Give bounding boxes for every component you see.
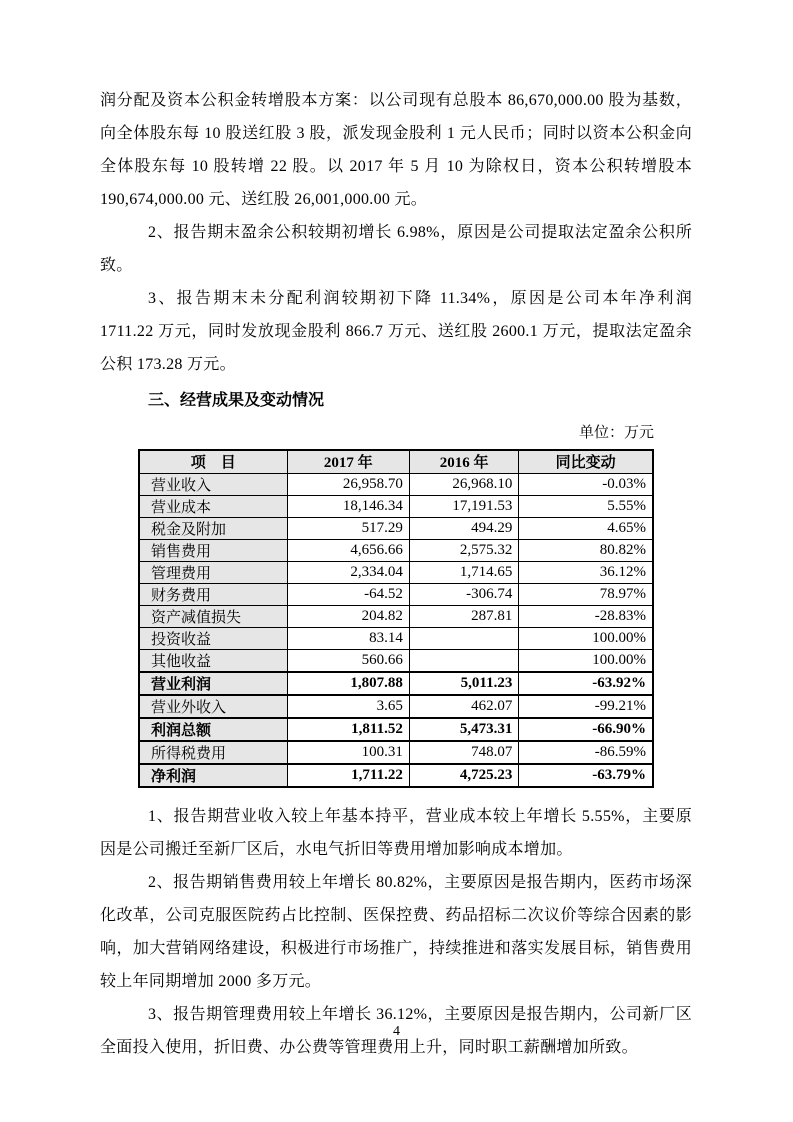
cell-item: 利润总额 — [139, 718, 287, 741]
cell-item: 所得税费用 — [139, 741, 287, 764]
financial-table — [138, 449, 654, 788]
table-row — [139, 672, 653, 695]
cell-item: 投资收益 — [139, 627, 287, 649]
cell-2017: -64.52 — [287, 583, 409, 605]
cell-2017: 3.65 — [287, 695, 409, 718]
cell-item: 营业外收入 — [139, 695, 287, 718]
cell-item: 净利润 — [139, 764, 287, 787]
cell-item: 管理费用 — [139, 561, 287, 583]
cell-2017: 1,811.52 — [287, 718, 409, 741]
cell-2016: 287.81 — [409, 605, 518, 627]
table-header-2017: 2017 年 — [287, 450, 409, 473]
cell-change: -86.59% — [519, 741, 653, 764]
cell-2016: 5,473.31 — [409, 718, 518, 741]
cell-item: 资产减值损失 — [139, 605, 287, 627]
cell-2016: 5,011.23 — [409, 672, 518, 695]
cell-2016 — [409, 627, 518, 649]
table-row — [139, 764, 653, 787]
cell-change: 36.12% — [519, 561, 653, 583]
cell-2016 — [409, 649, 518, 672]
paragraph: 3、报告期末未分配利润较期初下降 11.34%，原因是公司本年净利润 1711.22 万元，同时发放现金股利 866.7 万元、送红股 2600.1 万元，提取法定盈余公积 173.28 万元。 — [100, 290, 692, 373]
paragraph: 1、报告期营业收入较上年基本持平，营业成本较上年增长 5.55%，主要原因是公司搬迁至新厂区后，水电气折旧等费用增加影响成本增加。 — [100, 807, 692, 858]
cell-change: 4.65% — [519, 517, 653, 539]
table-body — [139, 473, 653, 787]
table-row — [139, 539, 653, 561]
paragraph: 2、报告期销售费用较上年增长 80.82%，主要原因是报告期内，医药市场深化改革，公司克服医院药占比控制、医保控费、药品招标二次议价等综合因素的影响，加大营销网络建设，积极进行市场推广，持续推进和落实发展目标，销售费用较上年同期增加 2000 多万元。 — [100, 873, 692, 990]
page-content — [100, 84, 692, 1064]
cell-item: 营业收入 — [139, 473, 287, 495]
table-row — [139, 649, 653, 672]
top-paragraphs — [100, 84, 692, 381]
cell-change: -66.90% — [519, 718, 653, 741]
cell-change: 100.00% — [519, 627, 653, 649]
paragraph: 2、报告期末盈余公积较期初增长 6.98%，原因是公司提取法定盈余公积所致。 — [100, 224, 692, 274]
cell-2017: 517.29 — [287, 517, 409, 539]
cell-2016: -306.74 — [409, 583, 518, 605]
table-row — [139, 473, 653, 495]
table-row — [139, 605, 653, 627]
cell-change: -99.21% — [519, 695, 653, 718]
cell-change: -0.03% — [519, 473, 653, 495]
cell-2016: 26,968.10 — [409, 473, 518, 495]
cell-2017: 26,958.70 — [287, 473, 409, 495]
cell-2017: 560.66 — [287, 649, 409, 672]
paragraph: 润分配及资本公积金转增股本方案：以公司现有总股本 86,670,000.00 股为基数，向全体股东每 10 股送红股 3 股，派发现金股利 1 元人民币；同时以资本公积金向全体股东每 10 股转增 22 股。以 2017 年 5 月 10 为除权日，资本公积转增股本 190,674,000.00 元、送红股 26,001,000.00 元。 — [100, 92, 692, 208]
table-row — [139, 495, 653, 517]
cell-2017: 4,656.66 — [287, 539, 409, 561]
cell-2017: 83.14 — [287, 627, 409, 649]
cell-2017: 1,807.88 — [287, 672, 409, 695]
cell-2016: 1,714.65 — [409, 561, 518, 583]
table-row — [139, 561, 653, 583]
cell-2016: 2,575.32 — [409, 539, 518, 561]
table-header-2016: 2016 年 — [409, 450, 518, 473]
table-row — [139, 695, 653, 718]
cell-change: 100.00% — [519, 649, 653, 672]
cell-2017: 2,334.04 — [287, 561, 409, 583]
cell-change: 78.97% — [519, 583, 653, 605]
cell-2017: 1,711.22 — [287, 764, 409, 787]
cell-2016: 494.29 — [409, 517, 518, 539]
cell-2016: 4,725.23 — [409, 764, 518, 787]
table-header-row — [139, 450, 653, 473]
cell-2017: 204.82 — [287, 605, 409, 627]
cell-change: -28.83% — [519, 605, 653, 627]
cell-item: 财务费用 — [139, 583, 287, 605]
cell-item: 营业成本 — [139, 495, 287, 517]
cell-change: -63.79% — [519, 764, 653, 787]
cell-change: 80.82% — [519, 539, 653, 561]
cell-2016: 748.07 — [409, 741, 518, 764]
cell-2017: 100.31 — [287, 741, 409, 764]
cell-2016: 17,191.53 — [409, 495, 518, 517]
cell-item: 销售费用 — [139, 539, 287, 561]
cell-item: 其他收益 — [139, 649, 287, 672]
table-header-change: 同比变动 — [519, 450, 653, 473]
section-heading: 三、经营成果及变动情况 — [148, 392, 325, 409]
cell-change: 5.55% — [519, 495, 653, 517]
table-row — [139, 718, 653, 741]
table-row — [139, 517, 653, 539]
table-row — [139, 741, 653, 764]
cell-item: 税金及附加 — [139, 517, 287, 539]
cell-2017: 18,146.34 — [287, 495, 409, 517]
table-header-item: 项 目 — [139, 450, 287, 473]
page-number: 4 — [393, 1024, 400, 1039]
paragraph: 3、报告期管理费用较上年增长 36.12%，主要原因是报告期内，公司新厂区全面投入使用，折旧费、办公费等管理费用上升，同时职工薪酬增加所致。 — [100, 1005, 692, 1056]
cell-change: -63.92% — [519, 672, 653, 695]
cell-2016: 462.07 — [409, 695, 518, 718]
unit-label: 单位：万元 — [578, 425, 654, 441]
table-row — [139, 627, 653, 649]
cell-item: 营业利润 — [139, 672, 287, 695]
table-row — [139, 583, 653, 605]
